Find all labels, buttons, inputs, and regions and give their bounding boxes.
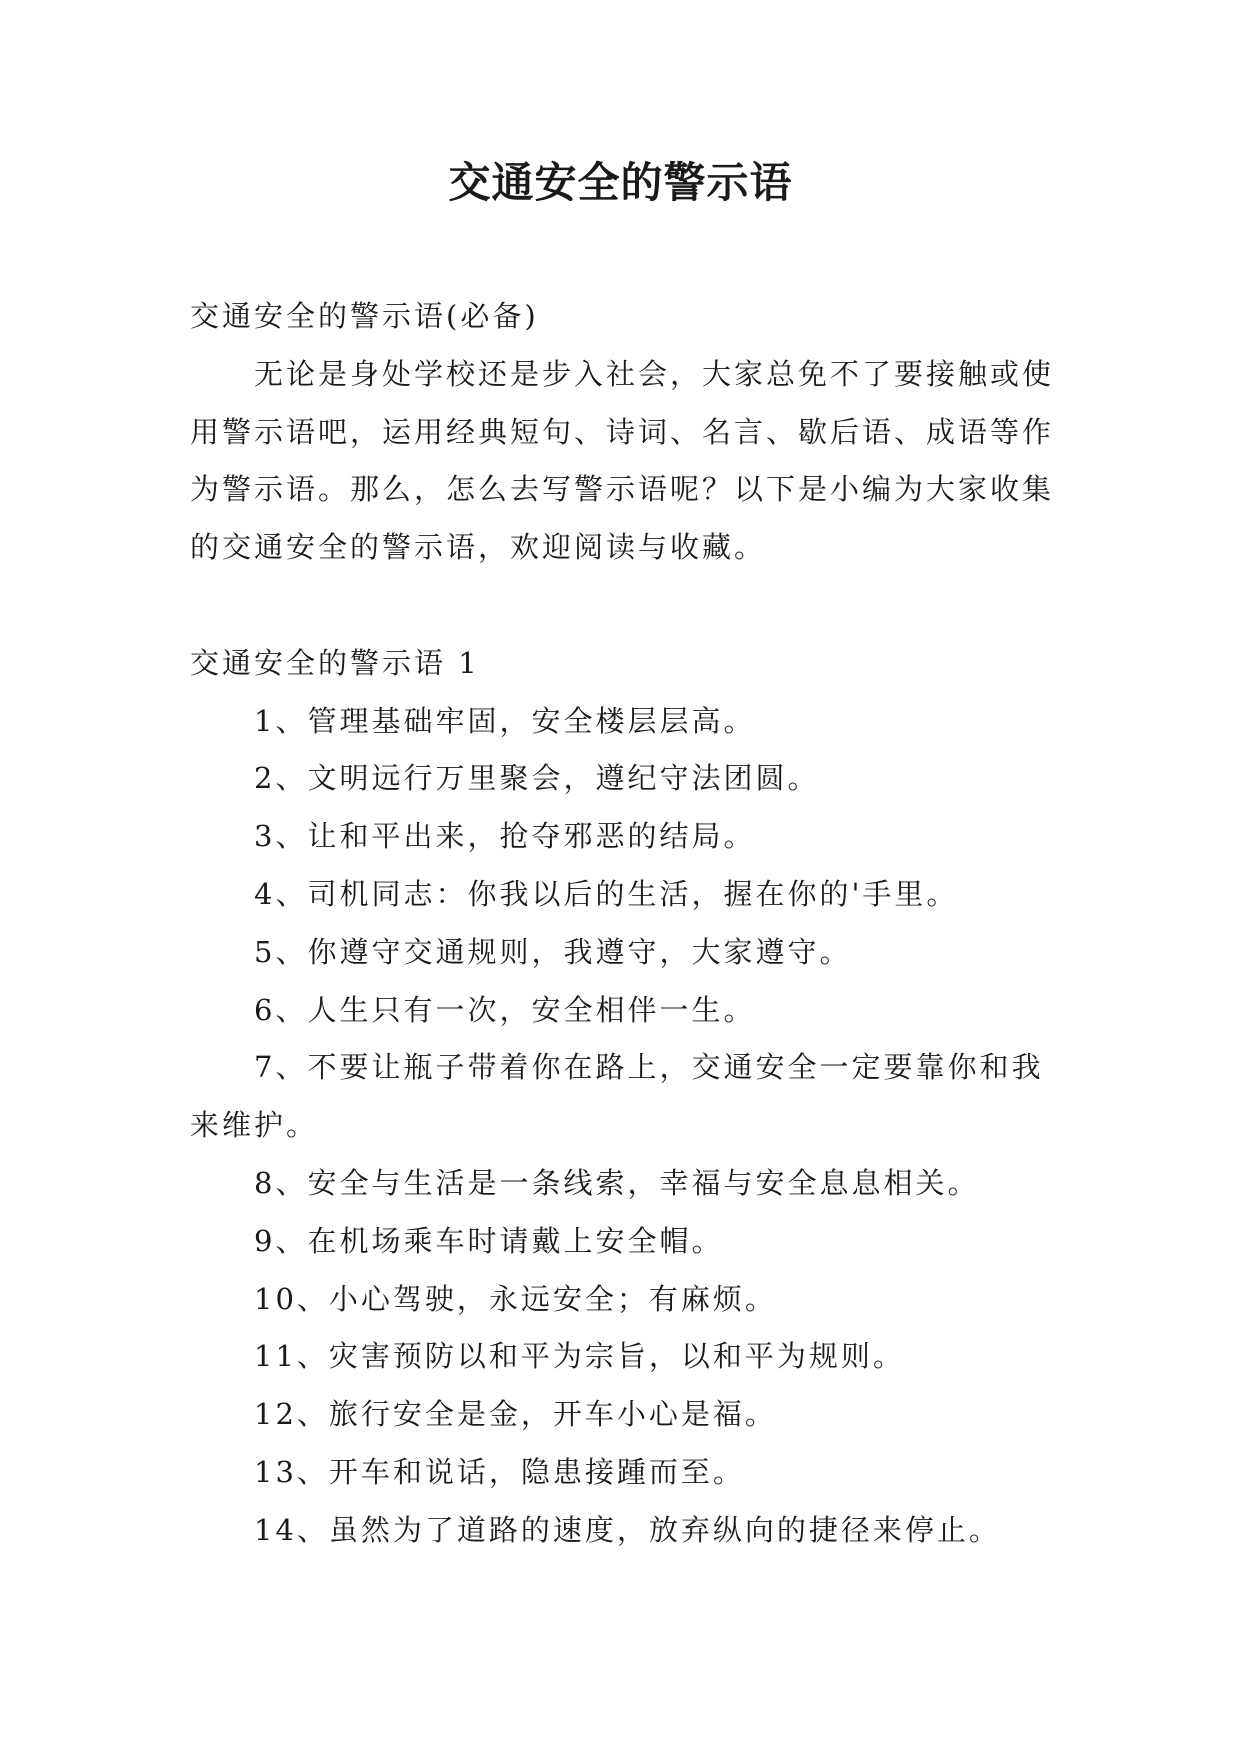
document-subtitle: 交通安全的警示语(必备)	[190, 299, 539, 333]
list-item: 13、开车和说话，隐患接踵而至。	[254, 1454, 745, 1489]
list-item: 2、文明远行万里聚会，遵纪守法团圆。	[254, 761, 820, 796]
list-item: 7、不要让瓶子带着你在路上，交通安全一定要靠你和我来维护。	[190, 1050, 1044, 1143]
section-heading: 交通安全的警示语 1	[190, 645, 480, 680]
list-item: 5、你遵守交通规则，我遵守，大家遵守。	[254, 934, 852, 969]
page-title: 交通安全的警示语	[448, 158, 793, 207]
list-item: 4、司机同志：你我以后的生活，握在你的'手里。	[254, 876, 959, 911]
list-item: 6、人生只有一次，安全相伴一生。	[254, 992, 756, 1027]
paragraph-spacer	[190, 577, 1060, 635]
list-item: 12、旅行安全是金，开车小心是福。	[254, 1397, 777, 1432]
list-item: 11、灾害预防以和平为宗旨，以和平为规则。	[254, 1339, 905, 1374]
list-item: 9、在机场乘车时请戴上安全帽。	[254, 1223, 724, 1258]
list-item: 3、让和平出来，抢夺邪恶的结局。	[254, 819, 756, 854]
list-item: 1、管理基础牢固，安全楼层层高。	[254, 703, 756, 738]
intro-paragraph: 无论是身处学校还是步入社会，大家总免不了要接触或使用警示语吧，运用经典短句、诗词、名言、歇后语、成语等作为警示语。那么，怎么去写警示语呢？以下是小编为大家收集的交通安全的警示语，欢迎阅读与收藏。	[190, 356, 1055, 565]
list-item: 10、小心驾驶，永远安全；有麻烦。	[254, 1281, 777, 1316]
document-body	[190, 288, 1060, 1560]
list-item: 8、安全与生活是一条线索，幸福与安全息息相关。	[254, 1165, 980, 1200]
list-item: 14、虽然为了道路的速度，放弃纵向的捷径来停止。	[254, 1512, 1001, 1547]
